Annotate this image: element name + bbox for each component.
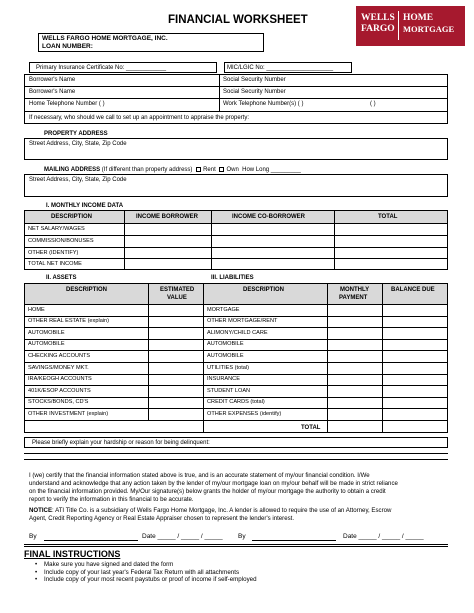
list-item: • Include copy of your last year's Federal Tax Return with all attachments [32,569,257,577]
rent-label: Rent [203,167,216,174]
asset-row-label: STOCKS/BONDS, CD'S [28,399,89,406]
divider [24,258,448,259]
divider [203,283,204,433]
liabilities-col-monthly: MONTHLY [340,287,370,293]
certification-line: I (we) certify that the financial information stated above is true, and is an accurate statement of my/our financial condition. I/We [29,472,370,479]
divider [24,111,448,112]
asset-row-label: 401K/ESOP ACCOUNTS [28,387,91,394]
liability-row-label: AUTOMOBILE [207,352,244,359]
assets-col-value: VALUE [167,295,187,301]
liability-row-label: MORTGAGE [207,306,240,313]
asset-row-label: AUTOMOBILE [28,341,65,348]
property-address-heading: PROPERTY ADDRESS [44,131,108,137]
final-instructions-list [32,561,257,584]
signature-by-label: By [29,533,37,540]
liabilities-heading: III. LIABILITIES [211,275,254,281]
liabilities-col-balance: BALANCE DUE [391,287,435,293]
divider [24,304,448,305]
wells-fargo-logo [356,6,465,46]
borrower-name-1-field[interactable]: Borrower's Name [29,77,76,83]
logo-line-2: FARGO [361,24,395,34]
divider [24,223,448,224]
income-col-description: DESCRIPTION [51,214,93,220]
property-address-field[interactable]: Street Address, City, State, Zip Code [29,141,127,147]
table-row-divider [24,316,448,317]
logo-line-3: HOME [403,13,434,23]
page-title: FINANCIAL WORKSHEET [168,14,308,26]
double-rule [24,544,448,547]
asset-row-label: IRA/KEOGH ACCOUNTS [28,376,92,383]
asset-row-label: OTHER INVESTMENT (explain) [28,410,109,417]
liability-row-label: INSURANCE [207,376,240,383]
liability-row-label: UTILITIES (total) [207,364,249,371]
divider [24,98,448,99]
divider [334,210,335,270]
divider [219,74,220,111]
certification-line: report to verify the information in this financial to be accurate. [29,496,194,503]
certification-line: understand and acknowledge that any action taken by the lender of my/our mortgage loan on my/our behalf will be made in strict reliance [29,480,398,487]
income-row-label: TOTAL NET INCOME [28,261,82,267]
assets-col-estimated: ESTIMATED [160,287,195,293]
liability-row-label: AUTOMOBILE [207,341,244,348]
mailing-note: (If different than property address) [101,167,193,174]
own-label: Own [226,167,239,174]
loan-number-label: LOAN NUMBER: [42,43,93,50]
divider [24,235,448,236]
signature-by-label: By [238,533,246,540]
logo-line-4: MORTGAGE [403,24,455,34]
list-item: • Include copy of your most recent paystubs or proof of income if self-employed [32,576,257,584]
company-name: WELLS FARGO HOME MORTGAGE, INC. [42,35,168,42]
logo-line-1: WELLS [361,13,395,23]
work-phone-2-field[interactable]: ( ) [370,101,376,107]
liability-row-label: CREDIT CARDS (total) [207,399,265,406]
liabilities-col-description: DESCRIPTION [243,287,285,293]
liability-row-label: OTHER MORTGAGE/RENT [207,318,278,325]
income-col-borrower: INCOME BORROWER [136,214,198,220]
asset-row-label: AUTOMOBILE [28,329,65,336]
divider [327,283,328,433]
how-long-field[interactable]: How Long _________ [242,167,301,174]
table-row-divider [24,408,448,409]
signature-line-1[interactable] [44,540,138,541]
divider [24,247,448,248]
pmi-cert-field[interactable]: Primary Insurance Certificate No: ____________ [36,65,167,71]
ssn-2-field[interactable]: Social Security Number [223,89,286,95]
certification-line: on the financial information provided. My/Our signature(s) below grants the holder of my/our mortgage the authority to obtain a credit [29,488,386,495]
borrower-name-2-field[interactable]: Borrower's Name [29,89,76,95]
liability-row-label: OTHER EXPENSES (identify) [207,410,282,417]
notice-line-1 [29,508,391,514]
asset-row-label: OTHER REAL ESTATE (explain) [28,318,110,325]
income-heading: I. MONTHLY INCOME DATA [46,203,124,209]
assets-heading: II. ASSETS [46,275,77,281]
mailing-address-field[interactable]: Street Address, City, State, Zip Code [29,177,127,183]
ssn-1-field[interactable]: Social Security Number [223,77,286,83]
liability-row-label: ALIMONY/CHILD CARE [207,329,268,336]
table-row-divider [24,350,448,351]
assets-col-description: DESCRIPTION [66,287,108,293]
table-row-divider [24,374,448,375]
asset-row-label: HOME [28,306,45,313]
income-col-coborrower: INCOME CO-BORROWER [232,214,305,220]
list-item: • Make sure you have signed and dated the form [32,561,257,569]
income-row-label: COMMISSION/BONUSES [28,238,94,244]
liabilities-col-payment: PAYMENT [339,295,368,301]
liability-row-label: STUDENT LOAN [207,387,251,394]
divider [24,86,448,87]
notice-text: : ATI Title Co. is a subsidiary of Wells Fargo Home Mortgage, Inc. A lender is allowed to require the use of an Attorney, Escrow [52,507,392,514]
mailing-address-heading: MAILING ADDRESS [44,167,101,174]
income-col-total: TOTAL [378,214,398,220]
divider [382,283,383,433]
home-phone-field[interactable]: Home Telephone Number ( ) [29,101,105,107]
appointment-field[interactable]: If necessary, who should we call to set up an appointment to appraise the property: [29,115,250,121]
logo-divider [398,11,399,40]
hardship-line [24,459,448,460]
hardship-line [24,453,448,454]
income-row-label: OTHER (IDENTIFY) [28,250,79,256]
final-instructions-heading: FINAL INSTRUCTIONS [24,549,121,559]
notice-line-2: Agent, Credit Reporting Agency or Real Estate Appraiser chosen to represent the lender's interest. [29,515,295,522]
signature-line-2[interactable] [252,540,336,541]
notice-label: NOTICE [29,507,53,514]
divider [211,210,212,270]
table-row-divider [24,339,448,340]
work-phone-field[interactable]: Work Telephone Number(s) ( ) [223,101,304,107]
table-row-divider [24,385,448,386]
signature-date-1[interactable]: Date _____ / _____ / _____ [142,533,223,540]
asset-row-label: SAVINGS/MONEY MKT. [28,364,89,371]
table-row-divider [24,397,448,398]
mailing-address-row [44,167,301,173]
table-row-divider [24,362,448,363]
hardship-prompt: Please briefly explain your hardship or reason for being delinquent: [32,440,210,446]
liabilities-total-label: TOTAL [301,425,321,431]
divider [124,210,125,270]
income-row-label: NET SALARY/WAGES [28,226,85,232]
own-checkbox[interactable] [219,167,224,172]
signature-date-2[interactable]: Date _____ / _____ / _____ [343,533,424,540]
rent-checkbox[interactable] [196,167,201,172]
table-row-divider [24,327,448,328]
table-row-divider [24,420,448,421]
asset-row-label: CHECKING ACCOUNTS [28,352,91,359]
divider [148,283,149,420]
mic-field[interactable]: MIC/LGIC No: ____________________ [227,65,334,71]
